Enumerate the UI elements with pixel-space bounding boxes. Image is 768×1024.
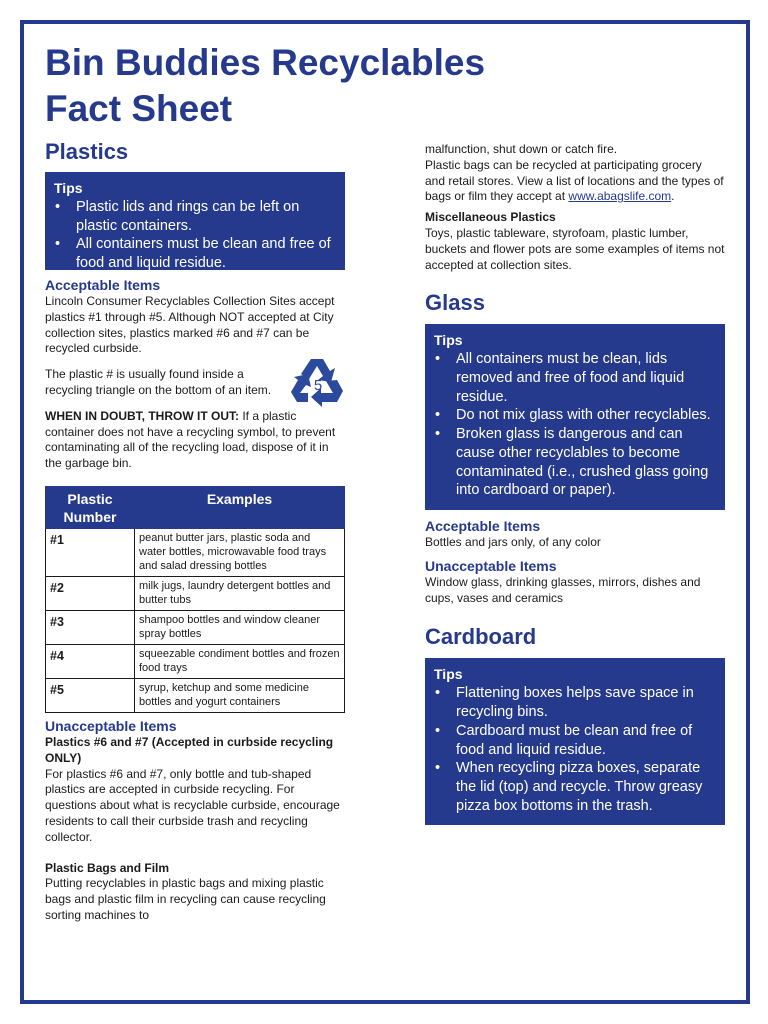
plastic-bags-text-continued: malfunction, shut down or catch fire. <box>425 142 618 156</box>
cardboard-tip: • When recycling pizza boxes, separate the lid (top) and recycle. Throw greasy pizza box bottoms in the trash. <box>435 760 703 814</box>
table-cell-examples: shampoo bottles and window cleaner spray bottles <box>135 610 345 644</box>
table-cell-number: #1 <box>46 528 135 576</box>
right-column <box>425 142 725 825</box>
plastic-bags-text-2: Plastic bags can be recycled at participating grocery and retail stores. View a list of locations and the types of bags or film they accept at www.abagslife.com. <box>425 157 724 204</box>
doubt-text: If a plastic container does not have a recycling symbol, to prevent contaminating all of the recycling load, dispose of it in the garbage bin. <box>45 408 336 471</box>
cardboard-tip: • Flattening boxes helps save space in recycling bins. <box>435 685 694 721</box>
table-cell-number: #2 <box>46 576 135 610</box>
plastics-tip: • All containers must be clean and free of food and liquid residue. <box>55 236 331 272</box>
plastic-bags-text: Putting recyclables in plastic bags and mixing plastic bags and plastic film in recycling can cause recycling sorting machines to <box>45 876 326 922</box>
cardboard-heading: Cardboard <box>425 624 537 650</box>
bullet-icon: • <box>55 236 61 253</box>
plastic-bags-heading: Plastic Bags and Film <box>45 860 170 875</box>
recycle-triangle-icon <box>289 355 347 409</box>
table-row <box>46 576 345 610</box>
plastic-number-text: The plastic # is usually found inside a recycling triangle on the bottom of an item. <box>45 367 272 397</box>
bullet-icon: • <box>435 685 441 702</box>
table-row <box>46 644 345 678</box>
misc-plastics-text: Toys, plastic tableware, styrofoam, plastic lumber, buckets and flower pots are some examples of items not accepted at collection sites. <box>425 225 725 272</box>
table-cell-number: #3 <box>46 610 135 644</box>
page-title <box>45 40 485 132</box>
plastics-6-7-heading: Plastics #6 and #7 (Accepted in curbside recycling ONLY) <box>45 734 334 765</box>
bullet-icon: • <box>435 760 441 777</box>
title-line-2: Fact Sheet <box>45 88 233 129</box>
plastics-acceptable-heading: Acceptable Items <box>45 277 161 293</box>
glass-acceptable-heading: Acceptable Items <box>425 518 541 534</box>
glass-acceptable-text: Bottles and jars only, of any color <box>425 535 601 549</box>
plastics-tips-list <box>54 198 335 273</box>
plastics-acceptable-text: Lincoln Consumer Recyclables Collection Sites accept plastics #1 through #5. Although NOT accepted at City collection sites, plastics marked #6 and #7 can be recycled curbside. <box>45 294 335 356</box>
plastics-tip: • Plastic lids and rings can be left on plastic containers. <box>55 199 300 234</box>
bullet-icon: • <box>55 199 61 215</box>
glass-tip: • Broken glass is dangerous and can cause other recyclables to become contaminated (i.e., crushed glass going into cardboard or paper). <box>435 426 709 499</box>
bullet-icon: • <box>435 407 441 424</box>
doubt-paragraph <box>45 409 345 472</box>
glass-unacceptable-text: Window glass, drinking glasses, mirrors, dishes and cups, vases and ceramics <box>425 574 701 605</box>
table-header-row <box>46 486 345 528</box>
title-line-1: Bin Buddies Recyclables <box>45 42 486 83</box>
recycle-number: 5 <box>313 377 323 395</box>
bullet-icon: • <box>435 351 441 368</box>
glass-tip: • Do not mix glass with other recyclables. <box>435 407 711 424</box>
bullet-icon: • <box>435 426 441 443</box>
glass-unacceptable-heading: Unacceptable Items <box>425 557 557 574</box>
cardboard-tip: • Cardboard must be clean and free of food and liquid residue. <box>435 722 693 758</box>
table-row <box>46 528 345 576</box>
table-row <box>46 610 345 644</box>
left-column <box>45 138 345 924</box>
plastics-tips-box <box>45 172 345 270</box>
glass-tip: • All containers must be clean, lids removed and free of food and liquid residue. <box>435 351 685 405</box>
doubt-label: WHEN IN DOUBT, THROW IT OUT: <box>45 408 239 423</box>
table-cell-examples: milk jugs, laundry detergent bottles and butter tubs <box>135 576 345 610</box>
table-cell-number: #5 <box>46 678 135 712</box>
table-cell-examples: syrup, ketchup and some medicine bottles and yogurt containers <box>135 678 345 712</box>
plastics-heading: Plastics <box>45 139 129 164</box>
cardboard-tips-label: Tips <box>434 666 463 683</box>
misc-plastics-heading: Miscellaneous Plastics <box>425 210 556 225</box>
bullet-icon: • <box>435 722 441 739</box>
abagslife-link[interactable]: www.abagslife.com <box>568 189 672 204</box>
plastics-unacceptable-heading: Unacceptable Items <box>45 717 177 734</box>
table-cell-examples: squeezable condiment bottles and frozen food trays <box>135 644 345 678</box>
table-cell-examples: peanut butter jars, plastic soda and water bottles, microwavable food trays and salad dressing bottles <box>135 528 345 576</box>
cardboard-tips-box <box>425 658 725 825</box>
plastics-6-7-text: For plastics #6 and #7, only bottle and tub-shaped plastics are accepted in curbside recycling. For questions about what is recyclable curbside, encourage residents to call their curbside trash and recycling collector. <box>45 766 340 844</box>
table-header-plastic-number: Plastic Number <box>46 486 135 528</box>
glass-tips-list <box>434 350 715 500</box>
table-cell-number: #4 <box>46 644 135 678</box>
glass-tips-box <box>425 324 725 510</box>
table-header-examples: Examples <box>135 486 345 528</box>
cardboard-tips-list <box>434 684 715 815</box>
plastic-number-row <box>45 367 345 399</box>
glass-tips-label: Tips <box>434 332 463 349</box>
plastics-tips-label: Tips <box>54 180 83 196</box>
table-row <box>46 678 345 712</box>
plastics-table <box>45 486 345 713</box>
glass-heading: Glass <box>425 290 485 316</box>
